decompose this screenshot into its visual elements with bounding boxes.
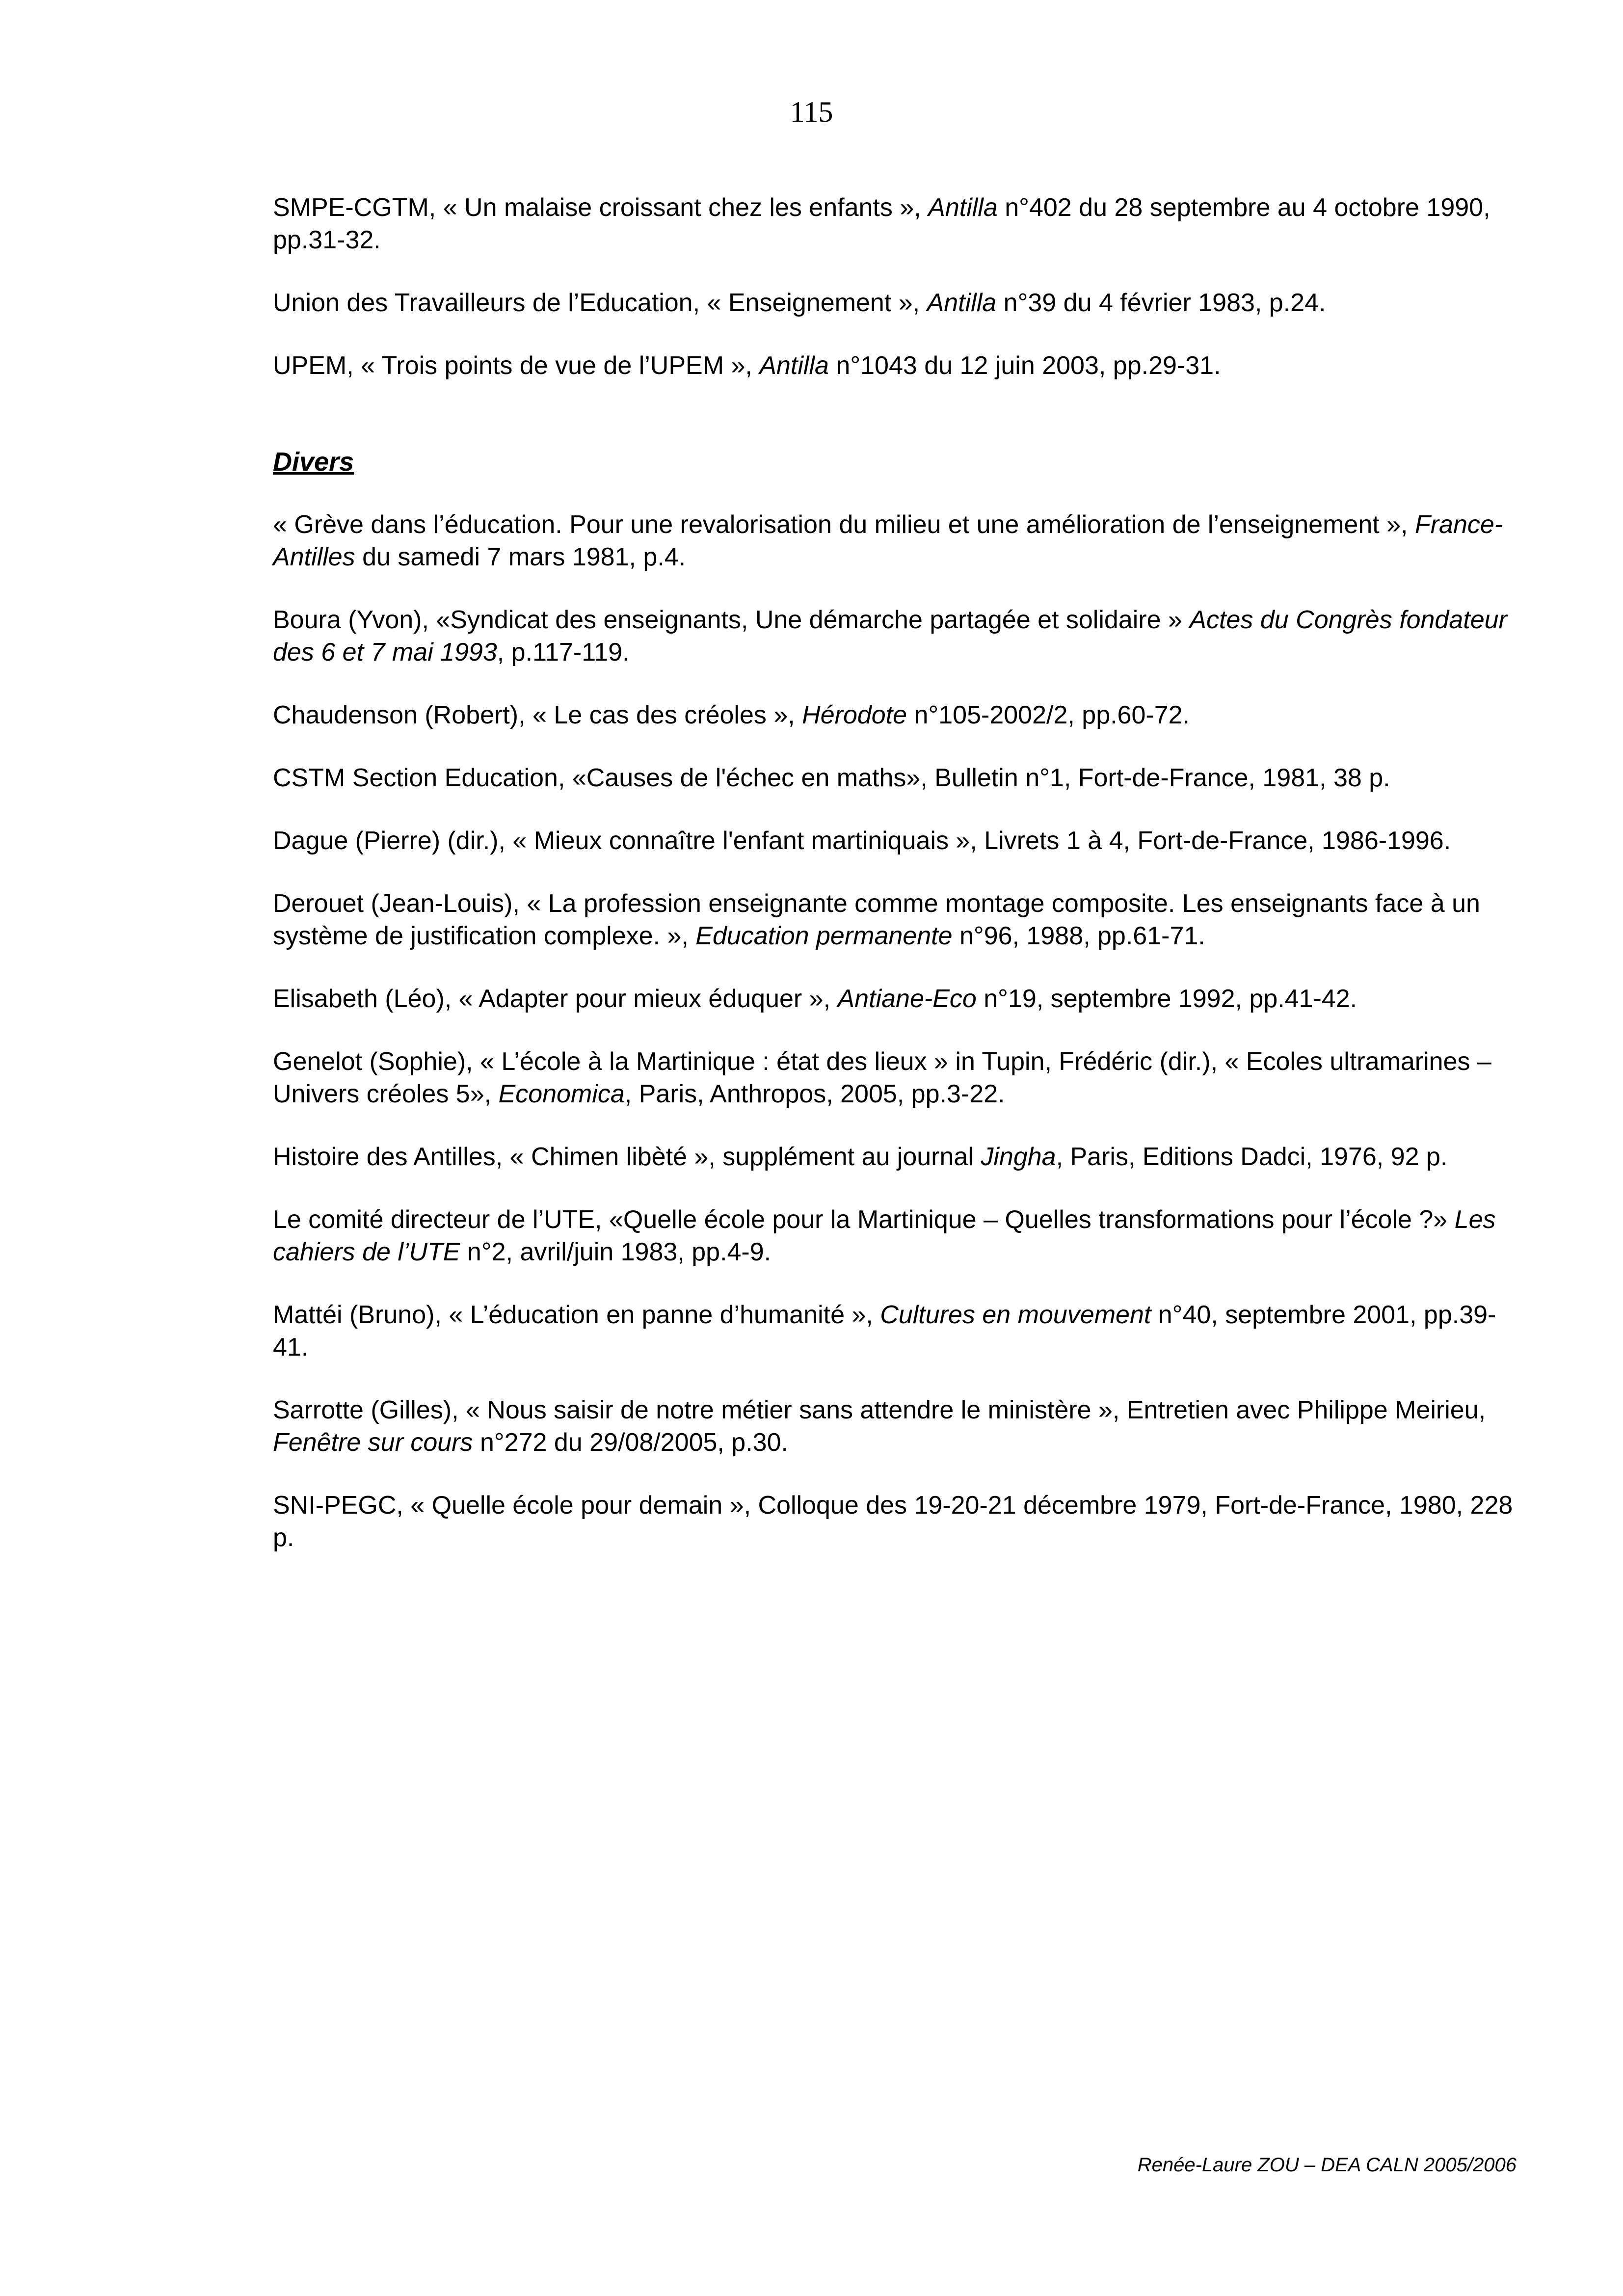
- entry-title-italic: Antiane-Eco: [837, 985, 977, 1013]
- entry-title-italic: Antilla: [759, 351, 829, 380]
- bibliography-entry: [273, 887, 1519, 952]
- bibliography-entry: [273, 1299, 1519, 1363]
- entry-text: CSTM Section Education, «Causes de l'échec en maths», Bulletin n°1, Fort-de-France, 1981, 38 p.: [273, 764, 1390, 792]
- entry-text: Sarrotte (Gilles), « Nous saisir de notre métier sans attendre le ministère », Entretien avec Philippe Meirieu,: [273, 1396, 1486, 1424]
- entry-title-italic: Antilla: [928, 193, 998, 222]
- entry-text: n°19, septembre 1992, pp.41-42.: [976, 985, 1357, 1013]
- entry-title-italic: Jingha: [981, 1143, 1056, 1171]
- entry-title-italic: Actes du Congrès fondateur des 6 et 7 mai 1993: [273, 606, 1507, 667]
- entry-text: Derouet (Jean-Louis), « La profession enseignante comme montage composite. Les enseignants face à un système de justification complexe. »,: [273, 889, 1480, 950]
- entry-title-italic: Les cahiers de l’UTE: [273, 1205, 1496, 1266]
- entry-text: UPEM, « Trois points de vue de l’UPEM »,: [273, 351, 760, 380]
- bibliography-entry: [273, 1141, 1519, 1173]
- bibliography-entry: [273, 349, 1519, 382]
- entry-text: SMPE-CGTM, « Un malaise croissant chez les enfants »,: [273, 193, 929, 222]
- entry-title-italic: Economica: [498, 1080, 625, 1108]
- bibliography-entry: [273, 983, 1519, 1015]
- bibliography-entry: [273, 825, 1519, 857]
- entry-text: du samedi 7 mars 1981, p.4.: [355, 543, 686, 571]
- entry-text: , Paris, Anthropos, 2005, pp.3-22.: [624, 1080, 1005, 1108]
- entry-text: Histoire des Antilles, « Chimen libèté », supplément au journal: [273, 1143, 981, 1171]
- entry-text: Chaudenson (Robert), « Le cas des créoles »,: [273, 701, 802, 729]
- entries-top: [273, 191, 1519, 382]
- bibliography-entry: [273, 1394, 1519, 1459]
- bibliography-entry: [273, 508, 1519, 573]
- entry-text: n°39 du 4 février 1983, p.24.: [996, 289, 1326, 317]
- entry-text: « Grève dans l’éducation. Pour une revalorisation du milieu et une amélioration de l’enseignement »,: [273, 510, 1415, 539]
- bibliography-entry: [273, 1489, 1519, 1554]
- entry-text: , p.117-119.: [497, 638, 630, 667]
- entry-text: n°40, septembre 2001, pp.39-41.: [273, 1301, 1496, 1362]
- bibliography: [273, 191, 1519, 1584]
- entry-text: n°272 du 29/08/2005, p.30.: [473, 1428, 788, 1457]
- entry-title-italic: Education permanente: [695, 922, 953, 950]
- entry-text: Le comité directeur de l’UTE, «Quelle école pour la Martinique – Quelles transformations pour l’école ?»: [273, 1205, 1455, 1234]
- entry-text: Boura (Yvon), «Syndicat des enseignants, Une démarche partagée et solidaire »: [273, 606, 1190, 634]
- bibliography-entry: [273, 191, 1519, 256]
- bibliography-entry: [273, 762, 1519, 794]
- entry-text: n°105-2002/2, pp.60-72.: [907, 701, 1190, 729]
- entry-text: Union des Travailleurs de l’Education, « Enseignement »,: [273, 289, 927, 317]
- page-footer: Renée-Laure ZOU – DEA CALN 2005/2006: [1137, 2154, 1517, 2176]
- entry-title-italic: Hérodote: [802, 701, 907, 729]
- entry-text: , Paris, Editions Dadci, 1976, 92 p.: [1056, 1143, 1448, 1171]
- entries-divers: [273, 508, 1519, 1554]
- entry-text: Mattéi (Bruno), « L’éducation en panne d’humanité »,: [273, 1301, 880, 1329]
- bibliography-entry: [273, 1045, 1519, 1110]
- page-number: 115: [790, 96, 833, 128]
- entry-text: SNI-PEGC, « Quelle école pour demain », Colloque des 19-20-21 décembre 1979, Fort-de-France, 1980, 228 p.: [273, 1491, 1513, 1552]
- bibliography-entry: [273, 699, 1519, 731]
- entry-text: n°402 du 28 septembre au 4 octobre 1990, pp.31-32.: [273, 193, 1490, 254]
- bibliography-entry: [273, 287, 1519, 319]
- entry-title-italic: Antilla: [927, 289, 997, 317]
- entry-text: n°2, avril/juin 1983, pp.4-9.: [460, 1238, 772, 1266]
- entry-text: n°96, 1988, pp.61-71.: [952, 922, 1205, 950]
- entry-text: Genelot (Sophie), « L’école à la Martinique : état des lieux » in Tupin, Frédéric (dir.), « Ecoles ultramarines – Univers créoles 5»,: [273, 1047, 1491, 1108]
- bibliography-entry: [273, 1203, 1519, 1268]
- entry-title-italic: Cultures en mouvement: [880, 1301, 1151, 1329]
- entry-title-italic: France-Antilles: [273, 510, 1503, 571]
- section-heading: Divers: [273, 447, 354, 477]
- entry-text: Dague (Pierre) (dir.), « Mieux connaître l'enfant martiniquais », Livrets 1 à 4, Fort-de-France, 1986-1996.: [273, 827, 1451, 855]
- entry-text: n°1043 du 12 juin 2003, pp.29-31.: [828, 351, 1221, 380]
- entry-title-italic: Fenêtre sur cours: [273, 1428, 473, 1457]
- entry-text: Elisabeth (Léo), « Adapter pour mieux éduquer »,: [273, 985, 838, 1013]
- bibliography-entry: [273, 604, 1519, 668]
